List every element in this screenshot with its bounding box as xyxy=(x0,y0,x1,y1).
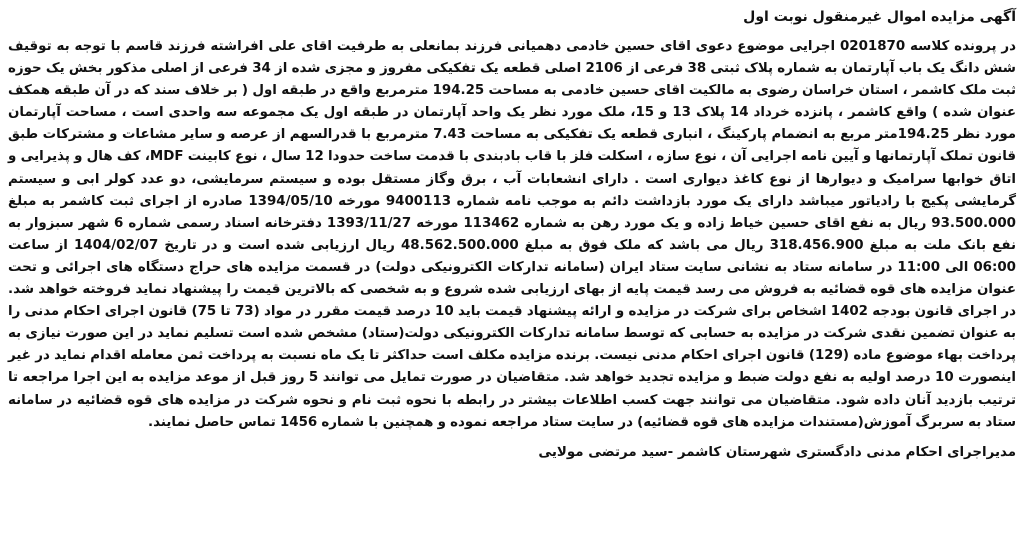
notice-body: در پرونده کلاسه 0201870 اجرایی موضوع دعوی اقای حسین خادمی دهمیانی فرزند بمانعلی به طرفیت اقای علی افراشته فرزند قاسم با توجه به توقیف شش دانگ یک باب آپارتمان به شماره پلاک ثبتی 38 فرعی از 2106 اصلی قطعه یک تفکیکی مفروز و مجزی شده از 34 فرعی از اصلی مذکور بخش یک حوزه ثبت ملک کاشمر ، استان خراسان رضوی به مالکیت اقای حسین خادمی به مساحت 194.25 مترمربع واقع در طبقه اول ( بر خلاف سند که در آن طبقه همکف عنوان شده ) واقع کاشمر ، پانزده خرداد 14 پلاک 13 و 15، ملک مورد نظر یک واحد آپارتمان در طبقه اول یک مجموعه سه واحدی است ، مساحت آپارتمان مورد نظر 194.25متر مربع به انضمام پارکینگ ، انباری قطعه یک تفکیکی به مساحت 7.43 مترمربع با قدرالسهم از عرصه و سایر مشاعات و مشترکات طبق قانون تملک آپارتمانها و آیین نامه اجرایی آن ، نوع سازه ، اسکلت فلز با قاب بادبندی با قدمت ساخت حدودا 12 سال ، نوع کابینت MDF، کف هال و پذیرایی و اتاق خوابها سرامیک و دیوارها از نوع کاغذ دیواری است . دارای انشعابات آب ، برق وگاز مستقل بوده و سیستم سرمایشی، دو عدد کولر ابی و سیستم گرمایشی پکیج با رادیاتور میباشد دارای یک مورد بازداشت دائم به موجب نامه شماره 9400113 مورخه 1394/05/10 صادره از اجرای ثبت کاشمر به مبلغ 93.500.000 ریال به نفع اقای حسین خیاط زاده و یک مورد رهن به شماره 113462 مورخه 1393/11/27 دفترخانه اسناد رسمی شماره 6 شهر سبزوار به نفع بانک ملت به مبلغ 318.456.900 ریال می باشد که ملک فوق به مبلغ 48.562.500.000 ریال ارزیابی شده است و در تاریخ 1404/02/07 از ساعت 06:00 الی 11:00 در سامانه ستاد به نشانی سایت ستاد ایران (سامانه تدارکات الکترونیکی دولت) در قسمت مزایده های حراج دستگاه های اجرائی و تحت عنوان مزایده های قوه قضائیه به فروش می رسد قیمت پایه از بهای ارزیابی شده شروع و به شخصی که بالاترین قیمت را پیشنهاد نماید فروخته خواهد شد. در اجرای قانون بودجه 1402 اشخاص برای شرکت در مزایده و ارائه پیشنهاد قیمت باید 10 درصد قیمت مقرر در مواد (73 تا 75) قانون اجرای احکام مدنی را به عنوان تضمین نقدی شرکت در مزایده به حسابی که توسط سامانه تدارکات الکترونیکی دولت(ستاد) مشخص شده است تسلیم نماید در این صورت نیازی به پرداخت بهاء موضوع ماده (129) قانون اجرای احکام مدنی نیست. برنده مزایده مکلف است حداکثر تا یک ماه نسبت به پرداخت ثمن معامله اقدام نماید در غیر اینصورت 10 درصد اولیه به نفع دولت ضبط و مزایده تجدید خواهد شد. متقاضیان در صورت تمایل می توانند 5 روز قبل از موعد مزایده به این اجرا مراجعه تا ترتیب بازدید آنان داده شود. متقاضیان می توانند جهت کسب اطلاعات بیشتر در رابطه با نحوه ثبت نام و نحوه شرکت در مزایده های قوه قضائیه در سامانه ستاد به سربرگ آموزش(مستندات مزایده های قوه قضائیه) در سایت ستاد مراجعه نموده و همچنین با شماره 1456 تماس حاصل نمایند. xyxy=(8,39,1017,430)
notice-signature: مدیراجرای احکام مدنی دادگستری شهرستان کاشمر -سید مرتضی مولایی xyxy=(538,444,1016,460)
notice-title: آگهی مزایده اموال غیرمنقول نوبت اول xyxy=(743,9,1016,25)
